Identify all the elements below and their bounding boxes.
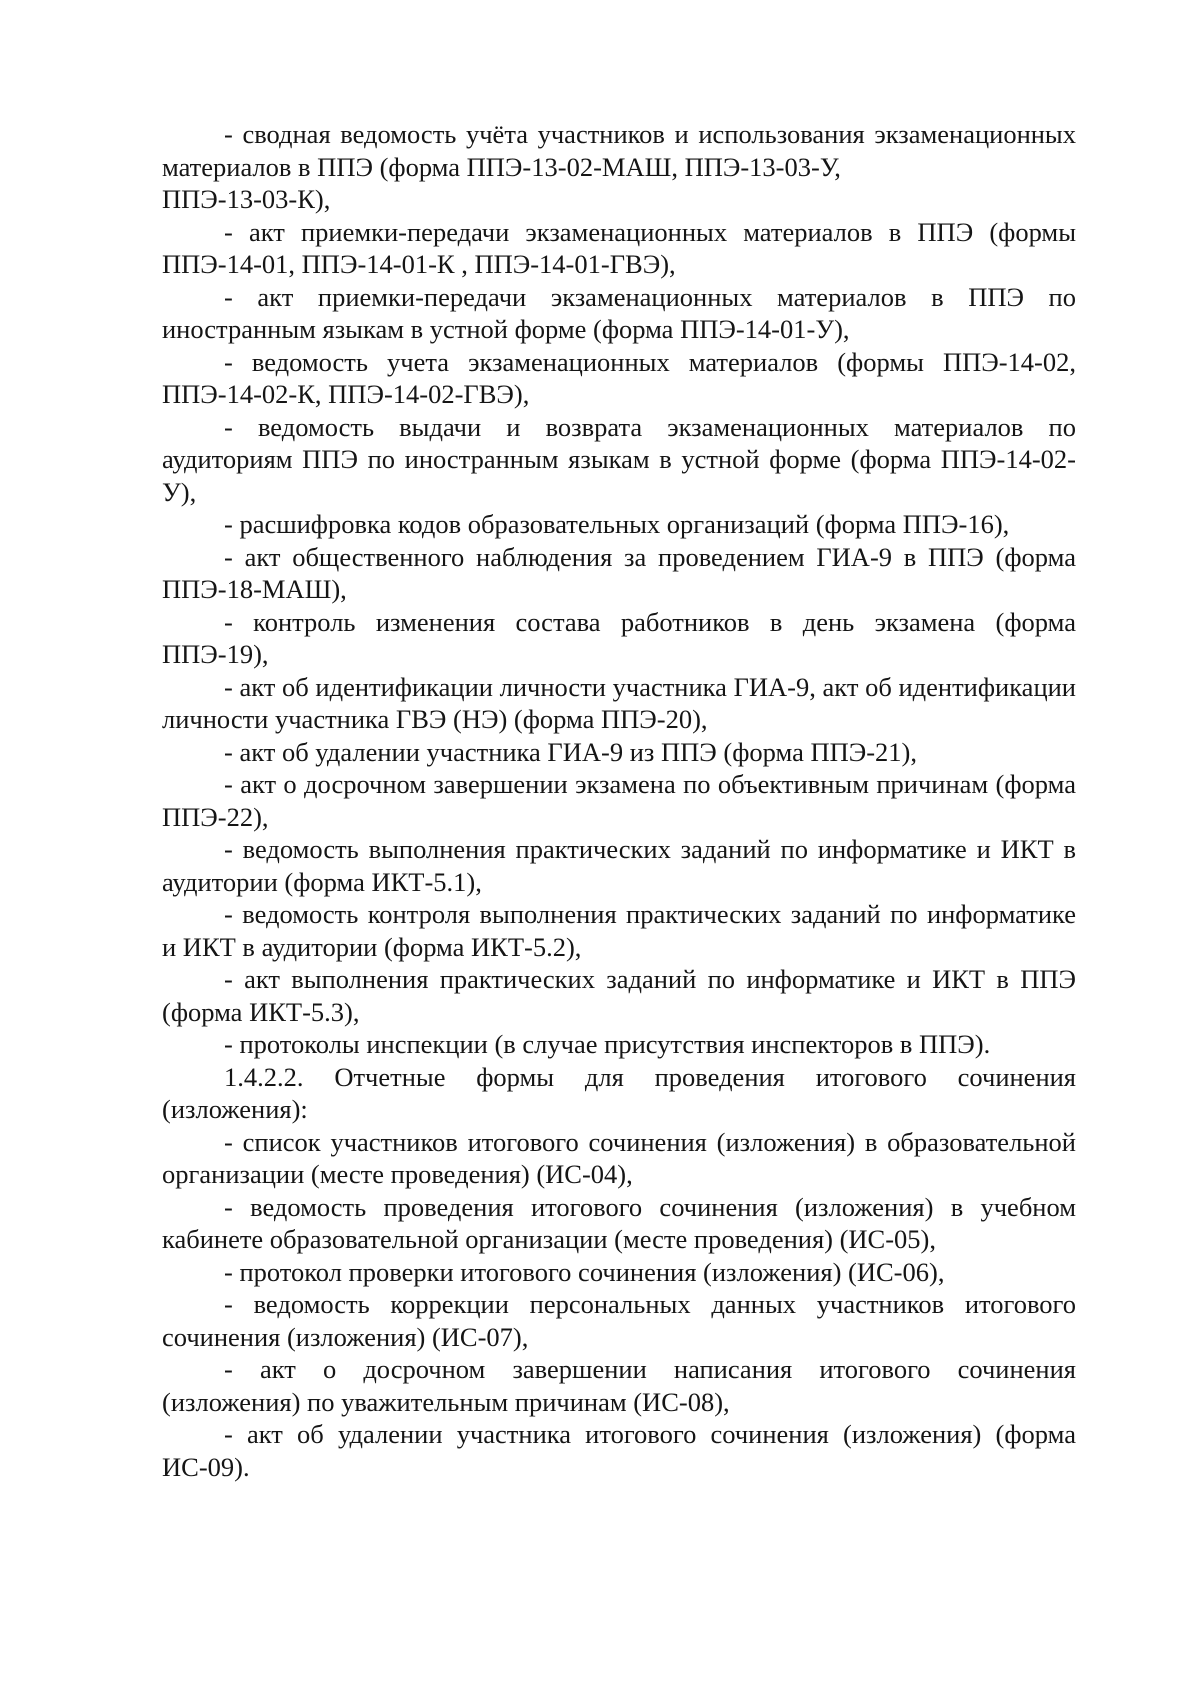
paragraph: - сводная ведомость учёта участников и использования экзаменационных материалов в ППЭ (форма ППЭ-13-02-МАШ, ППЭ-13-03-У, xyxy=(162,119,1076,182)
paragraph: - акт о досрочном завершении написания итогового сочинения (изложения) по уважительным причинам (ИС-08), xyxy=(162,1354,1076,1417)
paragraph: - список участников итогового сочинения (изложения) в образовательной организации (месте проведения) (ИС-04), xyxy=(162,1126,1076,1189)
paragraph: - акт общественного наблюдения за проведением ГИА-9 в ППЭ (форма ППЭ-18-МАШ), xyxy=(162,541,1076,604)
paragraph: - расшифровка кодов образовательных организаций (форма ППЭ-16), xyxy=(224,509,1010,539)
paragraph: - акт приемки-передачи экзаменационных материалов в ППЭ по иностранным языкам в устной форме (форма ППЭ-14-01-У), xyxy=(162,281,1076,344)
paragraph: ППЭ-13-03-К), xyxy=(162,184,331,214)
paragraph: - протокол проверки итогового сочинения (изложения) (ИС-06), xyxy=(224,1256,945,1287)
paragraph: - ведомость выдачи и возврата экзаменационных материалов по аудиториям ППЭ по иностранным языкам в устной форме (форма ППЭ-14-02-У), xyxy=(162,411,1076,507)
paragraph: - протоколы инспекции (в случае присутствия инспекторов в ППЭ). xyxy=(224,1029,991,1059)
paragraph: - акт выполнения практических заданий по информатике и ИКТ в ППЭ (форма ИКТ-5.3), xyxy=(162,964,1076,1027)
paragraph: - ведомость выполнения практических заданий по информатике и ИКТ в аудитории (форма ИКТ-5.1), xyxy=(162,834,1076,897)
paragraph: - акт приемки-передачи экзаменационных материалов в ППЭ (формы ППЭ-14-01, ППЭ-14-01-К , ППЭ-14-01-ГВЭ), xyxy=(162,216,1076,279)
paragraph: - ведомость коррекции персональных данных участников итогового сочинения (изложения) (ИС-07), xyxy=(162,1289,1076,1352)
paragraph: - ведомость контроля выполнения практических заданий по информатике и ИКТ в аудитории (форма ИКТ-5.2), xyxy=(162,899,1076,962)
paragraph: - контроль изменения состава работников в день экзамена (форма ППЭ-19), xyxy=(162,606,1076,669)
paragraph: - акт об удалении участника итогового сочинения (изложения) (форма ИС-09). xyxy=(162,1419,1076,1482)
paragraph: - акт об удалении участника ГИА-9 из ППЭ (форма ППЭ-21), xyxy=(224,736,917,767)
section-heading: 1.4.2.2. Отчетные формы для проведения итогового сочинения (изложения): xyxy=(162,1061,1076,1124)
document-page xyxy=(162,118,1076,1483)
paragraph: - ведомость проведения итогового сочинения (изложения) в учебном кабинете образовательной организации (месте проведения) (ИС-05), xyxy=(162,1191,1076,1254)
paragraph: - акт о досрочном завершении экзамена по объективным причинам (форма ППЭ-22), xyxy=(162,769,1076,832)
paragraph: - акт об идентификации личности участника ГИА-9, акт об идентификации личности участника ГВЭ (НЭ) (форма ППЭ-20), xyxy=(162,671,1076,734)
paragraph: - ведомость учета экзаменационных материалов (формы ППЭ-14-02, ППЭ-14-02-К, ППЭ-14-02-ГВЭ), xyxy=(162,346,1076,409)
